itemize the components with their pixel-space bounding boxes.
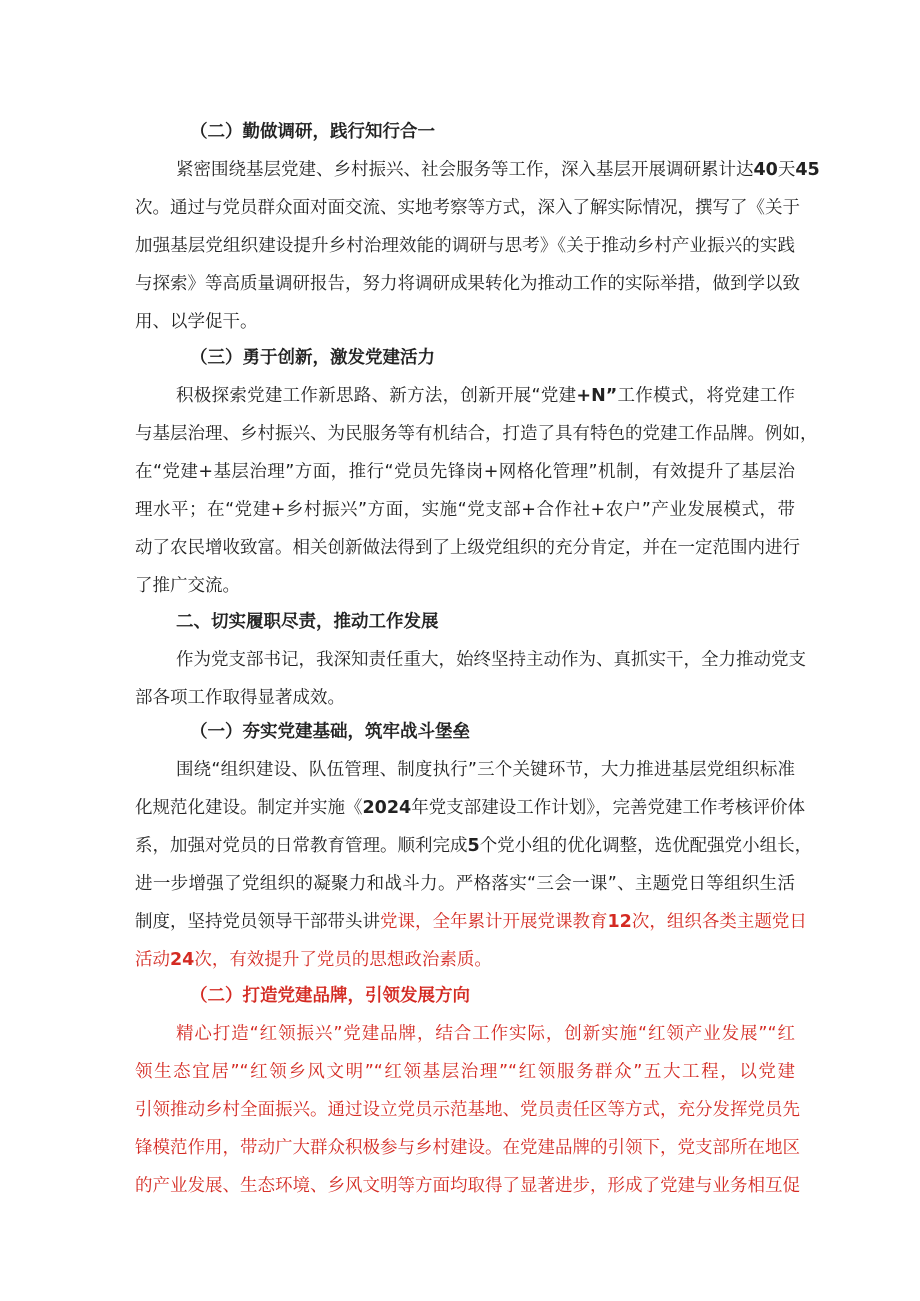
- paragraph-line: 围绕“组织建设、队伍管理、制度执行”三个关键环节，大力推进基层党组织标准: [176, 760, 795, 780]
- paragraph-line: 与探索》等高质量调研报告，努力将调研成果转化为推动工作的实际举措，做到学以致: [135, 274, 800, 294]
- paragraph-line: 在“党建+基层治理”方面，推行“党员先锋岗+网格化管理”机制，有效提升了基层治: [135, 462, 795, 482]
- paragraph-line: 的产业发展、生态环境、乡风文明等方面均取得了显著进步，形成了党建与业务相互促: [135, 1176, 800, 1196]
- paragraph-line: 系，加强对党员的日常教育管理。顺利完成5个党小组的优化调整，选优配强党小组长，: [135, 836, 813, 856]
- paragraph-line: 精心打造“红领振兴”党建品牌，结合工作实际，创新实施“红领产业发展”“红: [176, 1024, 795, 1044]
- paragraph-line: 理水平；在“党建+乡村振兴”方面，实施“党支部+合作社+农户”产业发展模式，带: [135, 500, 795, 520]
- part-heading: 二、切实履职尽责，推动工作发展: [176, 612, 439, 632]
- paragraph-line: 活动24次，有效提升了党员的思想政治素质。: [135, 950, 492, 970]
- paragraph-line: 作为党支部书记，我深知责任重大，始终坚持主动作为、真抓实干，全力推动党支: [176, 650, 806, 670]
- paragraph-line: 次。通过与党员群众面对面交流、实地考察等方式，深入了解实际情况，撰写了《关于: [135, 198, 800, 218]
- paragraph-line: 加强基层党组织建设提升乡村治理效能的调研与思考》《关于推动乡村产业振兴的实践: [135, 236, 795, 256]
- paragraph-line: 化规范化建设。制定并实施《2024年党支部建设工作计划》，完善党建工作考核评价体: [135, 798, 805, 818]
- paragraph-line: 与基层治理、乡村振兴、为民服务等有机结合，打造了具有特色的党建工作品牌。例如，: [135, 424, 818, 444]
- paragraph-line: 动了农民增收致富。相关创新做法得到了上级党组织的充分肯定，并在一定范围内进行: [135, 538, 800, 558]
- paragraph-line: 用、以学促干。: [135, 312, 258, 332]
- paragraph-line: 紧密围绕基层党建、乡村振兴、社会服务等工作，深入基层开展调研累计达40天45: [176, 160, 820, 180]
- paragraph-line: 部各项工作取得显著成效。: [135, 688, 345, 708]
- paragraph-line: 进一步增强了党组织的凝聚力和战斗力。严格落实“三会一课”、主题党日等组织生活: [135, 874, 795, 894]
- section-heading-innovation: （三）勇于创新，激发党建活力: [190, 348, 435, 368]
- paragraph-line: 引领推动乡村全面振兴。通过设立党员示范基地、党员责任区等方式，充分发挥党员先: [135, 1100, 800, 1120]
- paragraph-line: 了推广交流。: [135, 576, 240, 596]
- section-heading-brand: （二）打造党建品牌，引领发展方向: [190, 986, 470, 1006]
- paragraph-line: 制度，坚持党员领导干部带头讲党课，全年累计开展党课教育12次，组织各类主题党日: [135, 912, 807, 932]
- paragraph-line: 积极探索党建工作新思路、新方法，创新开展“党建+N”工作模式，将党建工作: [176, 386, 795, 406]
- section-heading-foundation: （一）夯实党建基础，筑牢战斗堡垒: [190, 722, 470, 742]
- paragraph-line: 锋模范作用，带动广大群众积极参与乡村建设。在党建品牌的引领下，党支部所在地区: [135, 1138, 800, 1158]
- section-heading-research: （二）勤做调研，践行知行合一: [190, 122, 435, 142]
- paragraph-line: 领生态宜居”“红领乡风文明”“红领基层治理”“红领服务群众”五大工程，以党建: [135, 1062, 795, 1082]
